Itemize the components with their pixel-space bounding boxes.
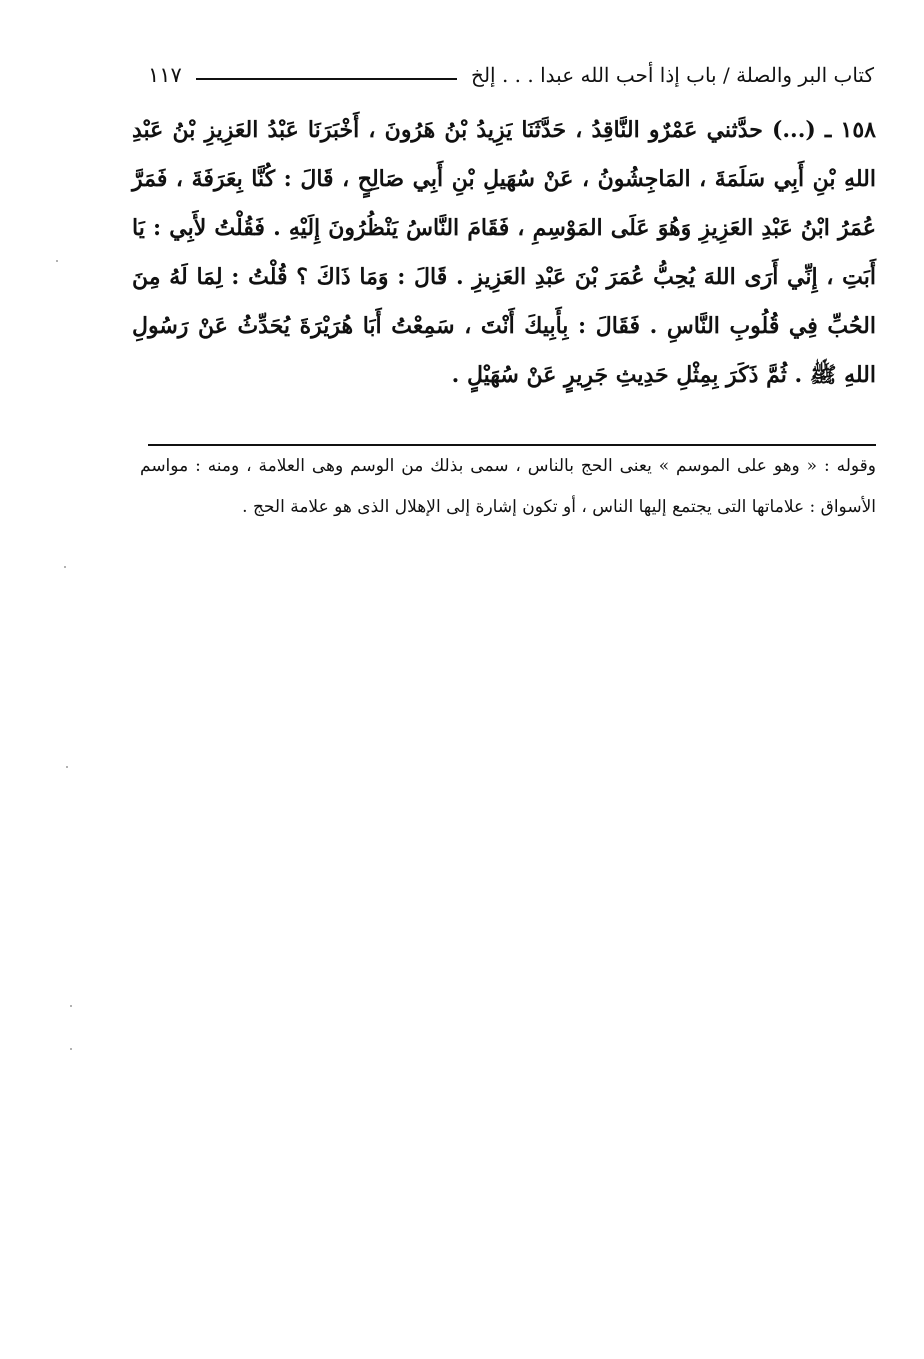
scan-speck bbox=[66, 766, 68, 768]
footnote-text: وقوله : « وهو على الموسم » يعنى الحج بالناس ، سمى بذلك من الوسم وهى العلامة ، ومنه : مواسم الأسواق : علاماتها التى يجتمع إليها الناس ، أو تكون إشارة إلى الإهلال الذى هو علامة الحج . bbox=[140, 456, 876, 517]
running-header bbox=[148, 58, 874, 92]
scan-speck bbox=[64, 566, 66, 568]
running-title: كتاب البر والصلة / باب إذا أحب الله عبدا . . . إلخ bbox=[471, 63, 874, 87]
scan-speck bbox=[70, 1048, 72, 1050]
footnote bbox=[140, 438, 876, 528]
hadith-text: ١٥٨ ـ (...) حدَّثني عَمْرٌو النَّاقِدُ ، حَدَّثَنَا يَزِيدُ بْنُ هَرُونَ ، أَخْبَرَنَا عَبْدُ العَزِيزِ بْنُ عَبْدِ اللهِ بْنِ أَبِي سَلَمَةَ ، المَاجِشُونُ ، عَنْ سُهَيلِ بْنِ أَبِي صَالِحٍ ، قَالَ : كُنَّا بِعَرَفَةَ ، فَمَرَّ عُمَرُ ابْنُ عَبْدِ العَزِيزِ وَهُوَ عَلَى المَوْسِمِ ، فَقَامَ النَّاسُ يَنْظُرُونَ إِلَيْهِ . فَقُلْتُ لأَبِي : يَا أَبَتِ ، إِنِّي أَرَى اللهَ يُحِبُّ عُمَرَ بْنَ عَبْدِ العَزِيزِ . قَالَ : وَمَا ذَاكَ ؟ قُلْتُ : لِمَا لَهُ مِنَ الحُبِّ فِي قُلُوبِ النَّاسِ . فَقَالَ : بِأَبِيكَ أَنْتَ ، سَمِعْتُ أَبَا هُرَيْرَةَ يُحَدِّثُ عَنْ رَسُولِ اللهِ ﷺ . ثُمَّ ذَكَرَ بِمِثْلِ حَدِيثِ جَرِيرٍ عَنْ سُهَيْلٍ . bbox=[132, 117, 876, 388]
scan-speck bbox=[56, 260, 58, 262]
scan-speck bbox=[70, 1005, 72, 1007]
page-number: ١١٧ bbox=[148, 63, 182, 87]
header-rule bbox=[196, 78, 457, 80]
